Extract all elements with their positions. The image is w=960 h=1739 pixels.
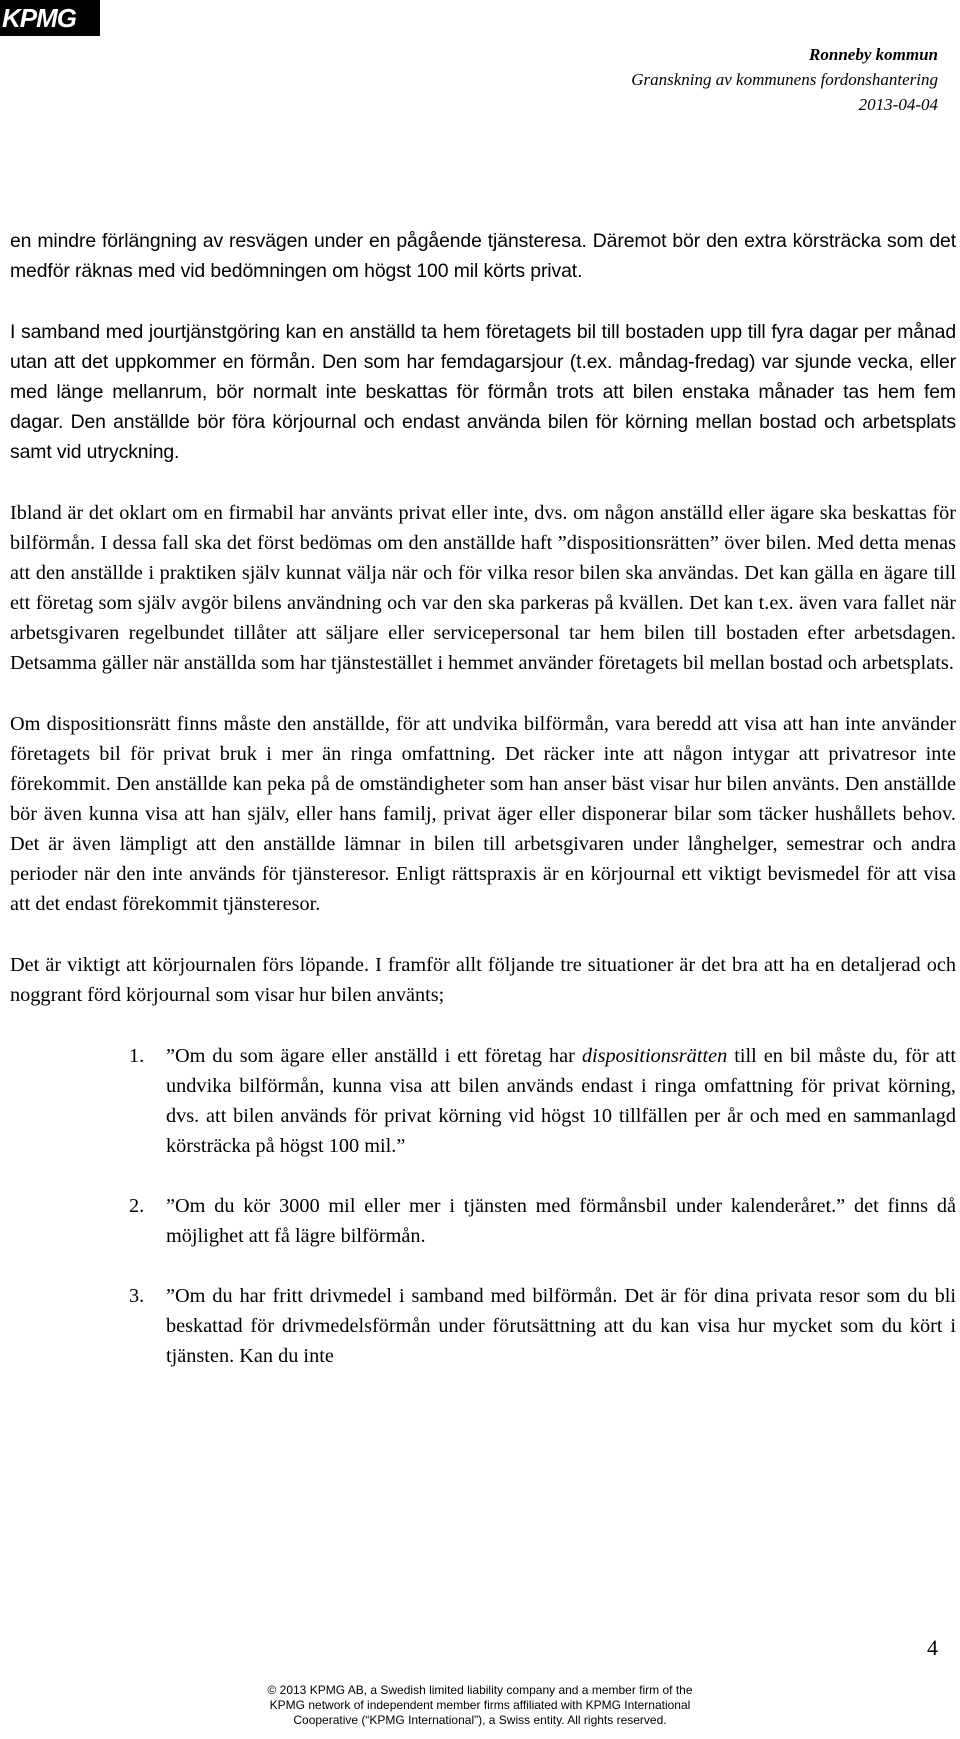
paragraph-2: I samband med jourtjänstgöring kan en anställd ta hem företagets bil till bostaden upp till fyra dagar per månad utan att det uppkommer en förmån. Den som har femdagarsjour (t.ex. måndag-fredag) var sjunde vecka, eller med länge mellanrum, bör normalt inte beskattas för förmån trots att bilen enstaka månader tas hem fem dagar. Den anställde bör föra körjournal och endast använda bilen för körning mellan bostad och arbetsplats samt vid utryckning.	[10, 321, 956, 463]
page-number: 4	[927, 1635, 938, 1660]
paragraph-3: Ibland är det oklart om en firmabil har använts privat eller inte, dvs. om någon anställd eller ägare ska beskattas för bilförmån. I dessa fall ska det först bedömas om den anställde haft ”dispositionsrätten” över bilen. Med detta menas att den anställde i praktiken själv kunnat välja när och för vilka resor bilen ska användas. Det kan gälla en ägare till ett företag som själv avgör bilens användning och var den ska parkeras på kvällen. Det kan t.ex. även vara fallet när arbetsgivaren regelbundet tillåter att säljare eller servicepersonal tar hem bilen till bostaden efter arbetsdagen. Detsamma gäller när anställda som har tjänstestället i hemmet använder företagets bil mellan bostad och arbetsplats.	[10, 502, 956, 674]
list-number: 1.	[129, 1045, 145, 1067]
kpmg-logo	[0, 0, 100, 36]
numbered-list	[10, 1041, 956, 1371]
page-header	[631, 42, 938, 117]
list-number: 2.	[129, 1195, 145, 1217]
list-item	[10, 1281, 956, 1371]
header-subtitle: Granskning av kommunens fordonshantering	[631, 70, 938, 89]
paragraph-4: Om dispositionsrätt finns måste den anställde, för att undvika bilförmån, vara beredd att visa att han inte använder företagets bil för privat bruk i mer än ringa omfattning. Det räcker inte att någon intygar att privatresor inte förekommit. Den anställde kan peka på de omständigheter som han anser bäst visar hur bilen använts. Den anställde bör även kunna visa att han själv, eller hans familj, privat äger eller disponerar bilar som täcker hushållets behov. Det är även lämpligt att den anställde lämnar in bilen till arbetsgivaren under långhelger, semestrar och andra perioder när den inte används för tjänsteresor. Enligt rättspraxis är en körjournal ett viktigt bevismedel för att visa att det endast förekommit tjänsteresor.	[10, 713, 956, 915]
footer-line-2: KPMG network of independent member firms affiliated with KPMG International	[269, 1698, 691, 1712]
list-text-end: till en bil måste du, för att undvika bilförmån, kunna visa att bilen används endast i ringa omfattning för privat körning, dvs. att bilen används för privat körning vid högst 10 tillfällen per år och med en sammanlagd körsträcka på högst 100 mil.”	[166, 1045, 956, 1157]
list-text-emphasis: dispositionsrätten	[581, 1045, 728, 1067]
list-text-start: ”Om du som ägare eller anställd i ett företag har	[166, 1045, 582, 1067]
document-body	[10, 226, 956, 1401]
page-footer	[190, 1683, 770, 1728]
list-text-start: ”Om du kör 3000 mil eller mer i tjänsten med förmånsbil under kalenderåret.” det finns då möjlighet att få lägre bilförmån.	[166, 1195, 956, 1247]
list-item	[10, 1041, 956, 1161]
list-text-start: ”Om du har fritt drivmedel i samband med bilförmån. Det är för dina privata resor som du bli beskattad för drivmedelsförmån under förutsättning att du kan visa hur mycket som du kört i tjänsten. Kan du inte	[166, 1285, 956, 1367]
logo-text: KPMG	[2, 3, 76, 33]
header-date: 2013-04-04	[858, 95, 938, 114]
footer-line-1: © 2013 KPMG AB, a Swedish limited liability company and a member firm of the	[267, 1683, 693, 1697]
list-item	[10, 1191, 956, 1251]
footer-line-3: Cooperative (“KPMG International”), a Swiss entity. All rights reserved.	[293, 1713, 667, 1727]
paragraph-1: en mindre förlängning av resvägen under en pågående tjänsteresa. Däremot bör den extra körsträcka som det medför räknas med vid bedömningen om högst 100 mil körts privat.	[10, 230, 956, 282]
paragraph-5: Det är viktigt att körjournalen förs löpande. I framför allt följande tre situationer är det bra att ha en detaljerad och noggrant förd körjournal som visar hur bilen använts;	[10, 954, 956, 1006]
list-number: 3.	[129, 1285, 145, 1307]
header-organization: Ronneby kommun	[809, 45, 938, 64]
